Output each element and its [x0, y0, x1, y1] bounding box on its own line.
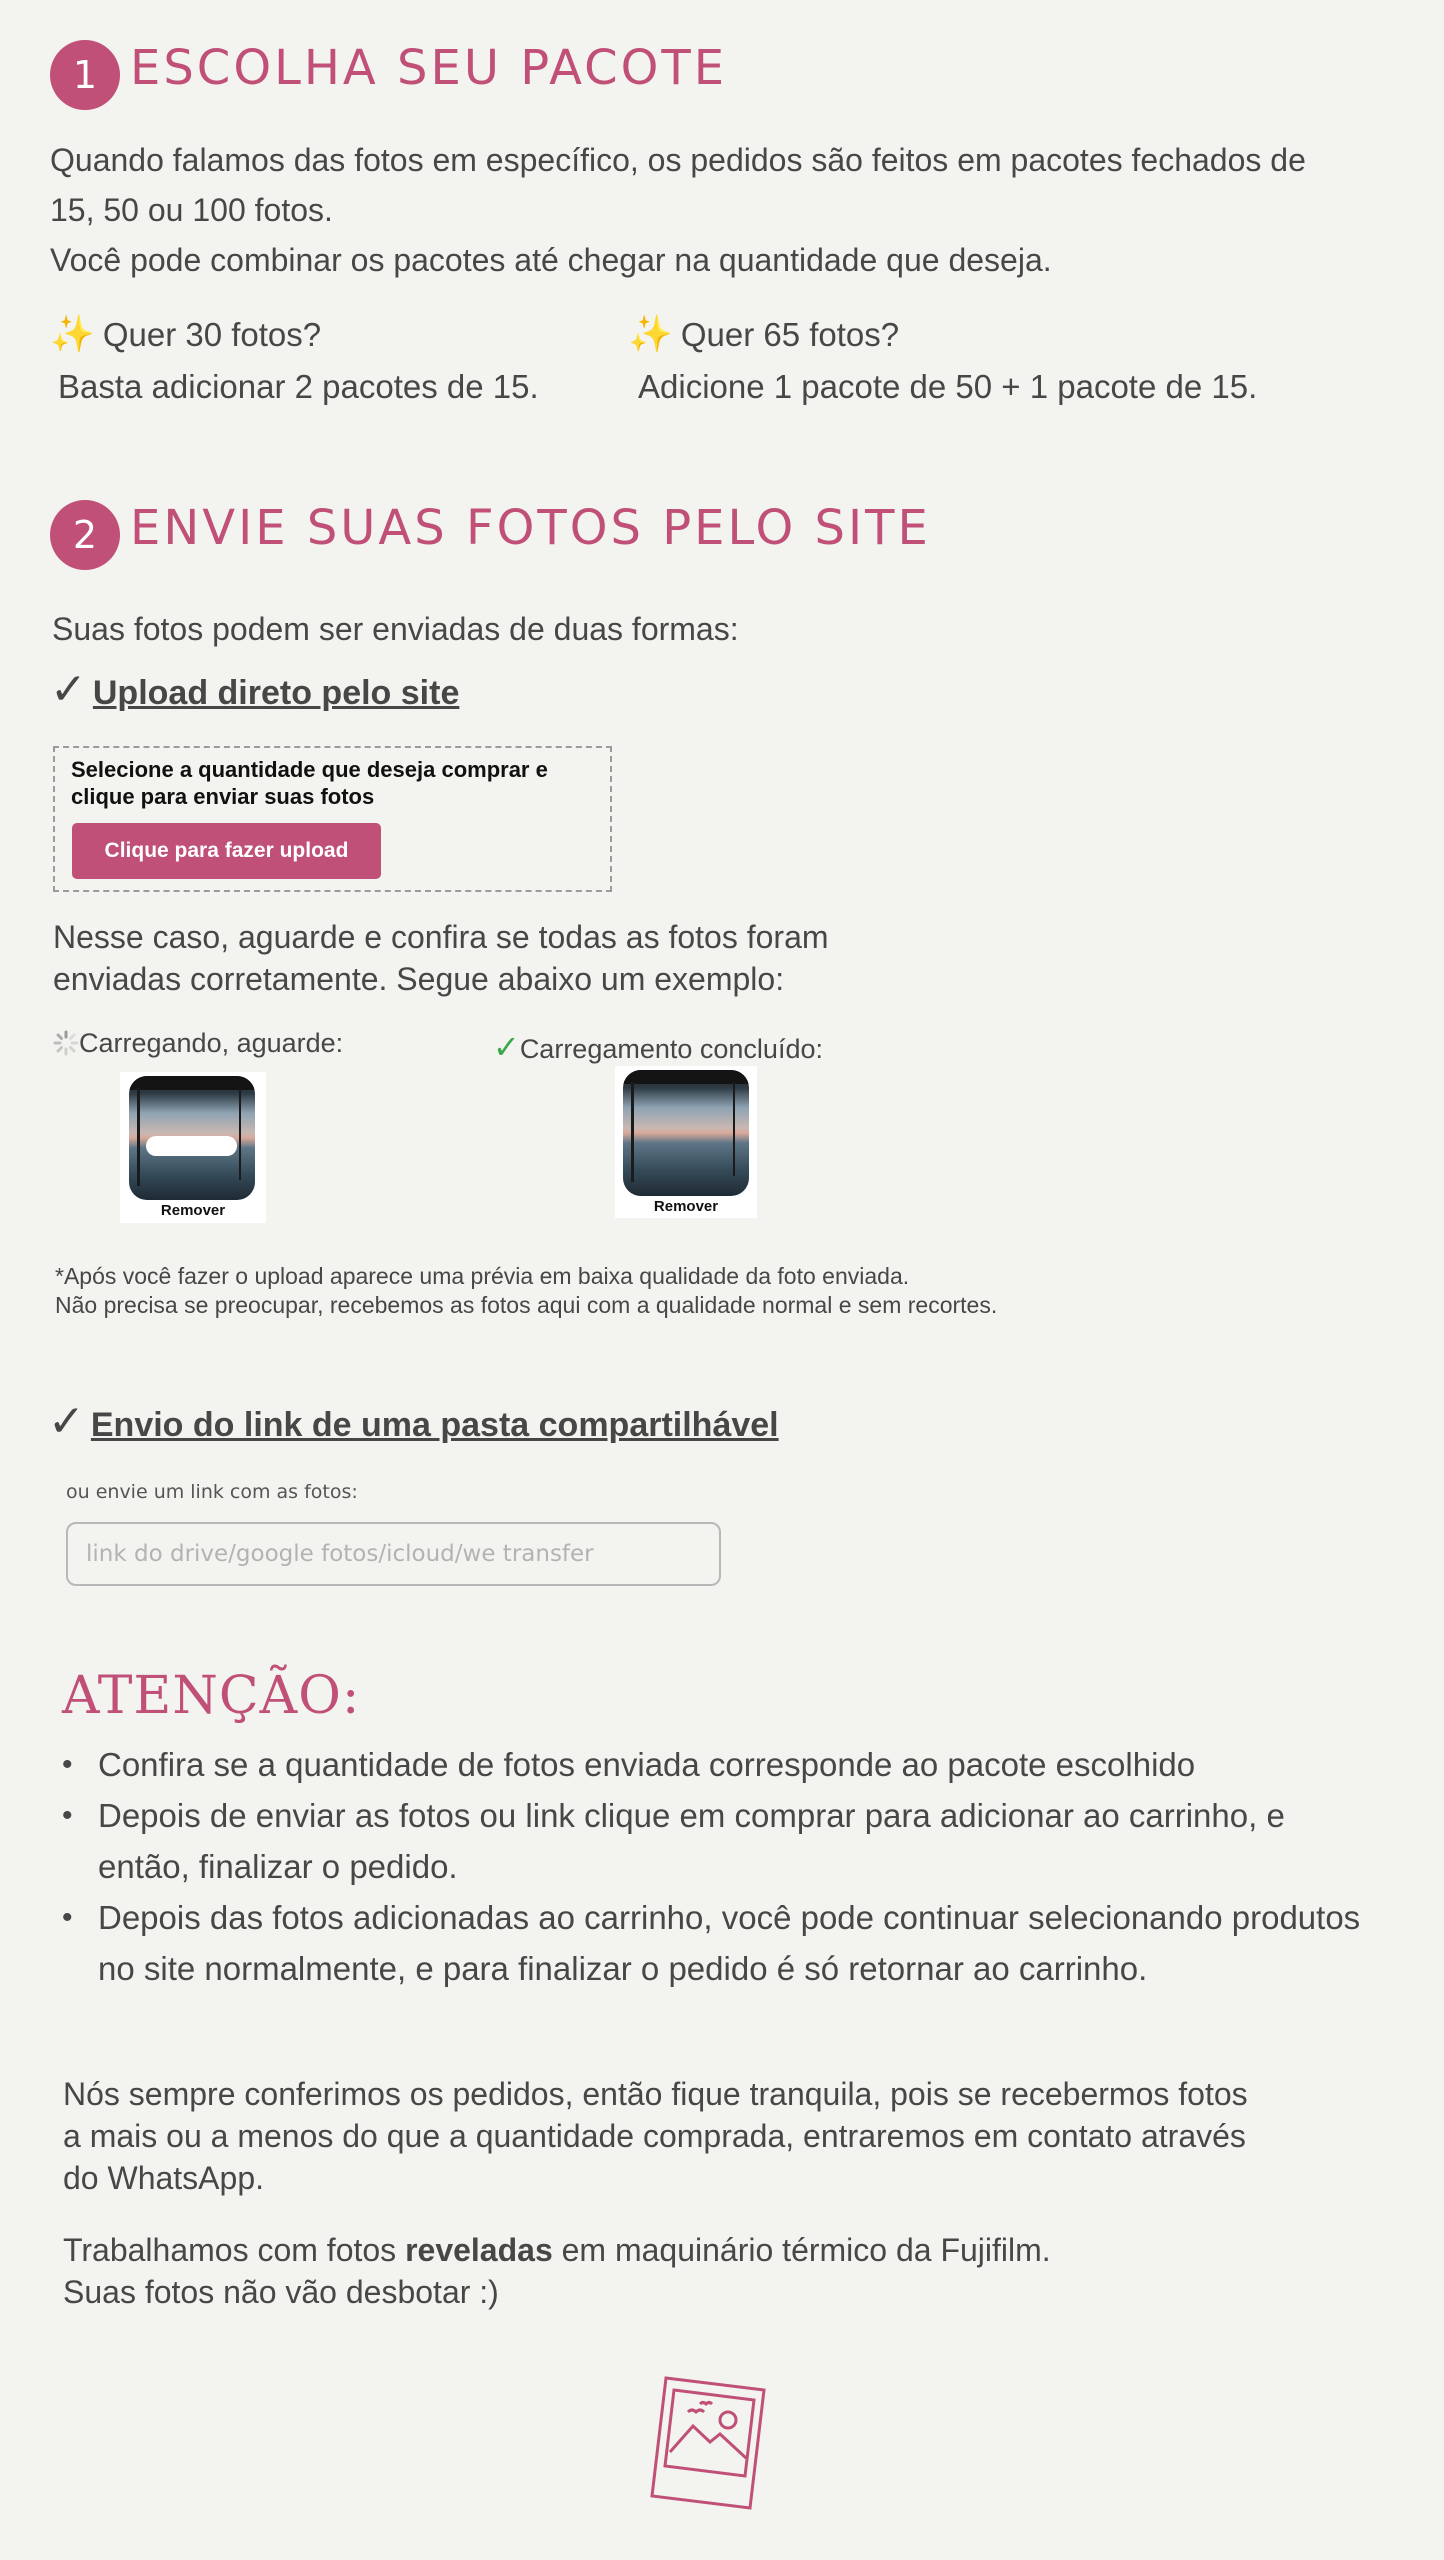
- send-intro: Suas fotos podem ser enviadas de duas formas:: [52, 611, 739, 647]
- loading-example-label: [53, 1028, 343, 1059]
- loading-thumbnail-card: [120, 1072, 266, 1223]
- section-1-paragraph: [50, 135, 1430, 285]
- link-heading-label: Envio do link de uma pasta compartilhável: [90, 1406, 779, 1444]
- upload-button[interactable]: Clique para fazer upload: [72, 823, 381, 879]
- footer-paragraph-2: [63, 2229, 1051, 2313]
- checkmark-icon: ✓: [50, 665, 87, 714]
- note-line: *Após você fazer o upload aparece uma prévia em baixa qualidade da foto enviada.: [55, 1263, 910, 1289]
- sparkles-icon: ✨: [628, 313, 673, 354]
- upload-box-line: Selecione a quantidade que deseja comprar e: [71, 757, 548, 782]
- remove-button[interactable]: Remover: [653, 1198, 719, 1215]
- step-2-number: 2: [72, 513, 98, 557]
- green-checkmark-icon: ✓: [493, 1029, 520, 1065]
- list-item: • Confira se a quantidade de fotos enviada corresponde ao pacote escolhido: [62, 1739, 1422, 1790]
- checkmark-icon: ✓: [48, 1397, 85, 1446]
- example-answer: Adicione 1 pacote de 50 + 1 pacote de 15.: [638, 368, 1258, 405]
- list-item: • Depois de enviar as fotos ou link clique em comprar para adicionar ao carrinho, e então, finalizar o pedido.: [62, 1790, 1378, 1892]
- para-bold: reveladas: [405, 2232, 553, 2268]
- example-question: Quer 30 fotos?: [102, 316, 322, 353]
- step-2-badge: [50, 500, 120, 570]
- para-text: Trabalhamos com fotos: [63, 2232, 406, 2268]
- link-placeholder: link do drive/google fotos/icloud/we transfer: [86, 1541, 594, 1567]
- upload-heading: [50, 664, 459, 715]
- thumbnail-image: [129, 1076, 255, 1200]
- done-example-label: [493, 1028, 823, 1066]
- sparkles-icon: ✨: [50, 313, 95, 354]
- example-answer: Basta adicionar 2 pacotes de 15.: [58, 368, 539, 405]
- footer-paragraph-1: [63, 2073, 1248, 2199]
- example-question: Quer 65 fotos?: [680, 316, 900, 353]
- polaroid-photo-icon: [648, 2372, 768, 2517]
- para-line: a mais ou a menos do que a quantidade comprada, entraremos em contato através: [63, 2118, 1246, 2154]
- section-2-title: ENVIE SUAS FOTOS PELO SITE: [130, 500, 931, 556]
- check-instructions: [53, 916, 829, 1000]
- para-line: Você pode combinar os pacotes até chegar na quantidade que deseja.: [50, 242, 1052, 278]
- check-line: enviadas corretamente. Segue abaixo um exemplo:: [53, 961, 785, 997]
- example-65: [628, 313, 1257, 408]
- step-1-number: 1: [72, 53, 98, 97]
- list-item: • Depois das fotos adicionadas ao carrinho, você pode continuar selecionando produtos no site normalmente, e para finalizar o pedido é só retornar ao carrinho.: [62, 1892, 1398, 1994]
- upload-box-text: [71, 756, 548, 810]
- para-text: em maquinário térmico da Fujifilm.: [552, 2232, 1051, 2268]
- upload-box-line: clique para enviar suas fotos: [71, 784, 375, 809]
- done-thumbnail-card: [615, 1066, 757, 1218]
- upload-heading-label: Upload direto pelo site: [92, 674, 460, 712]
- remove-button[interactable]: Remover: [160, 1202, 226, 1219]
- para-line: 15, 50 ou 100 fotos.: [50, 192, 333, 228]
- loading-label: Carregando, aguarde:: [79, 1028, 344, 1058]
- para-line: Quando falamos das fotos em específico, os pedidos são feitos em pacotes fechados de: [50, 142, 1306, 178]
- check-line: Nesse caso, aguarde e confira se todas as fotos foram: [53, 919, 829, 955]
- link-heading: [48, 1396, 779, 1447]
- upload-box: [53, 746, 612, 892]
- loading-spinner-icon: [53, 1030, 79, 1056]
- para-line: Suas fotos não vão desbotar :): [63, 2274, 499, 2310]
- upload-progress-bar: [146, 1136, 237, 1156]
- link-label: ou envie um link com as fotos:: [66, 1481, 358, 1503]
- step-1-badge: [50, 40, 120, 110]
- done-label: Carregamento concluído:: [519, 1034, 823, 1064]
- note-line: Não precisa se preocupar, recebemos as fotos aqui com a qualidade normal e sem recortes.: [55, 1292, 998, 1318]
- para-line: do WhatsApp.: [63, 2160, 264, 2196]
- example-30: [50, 313, 539, 408]
- upload-note: [55, 1262, 997, 1320]
- attention-list: [62, 1739, 1422, 1994]
- thumbnail-image: [623, 1070, 749, 1196]
- section-1-title: ESCOLHA SEU PACOTE: [130, 40, 728, 96]
- attention-title: ATENÇÃO:: [62, 1666, 361, 1726]
- para-line: Nós sempre conferimos os pedidos, então fique tranquila, pois se recebermos fotos: [63, 2076, 1248, 2112]
- link-input[interactable]: [66, 1522, 721, 1586]
